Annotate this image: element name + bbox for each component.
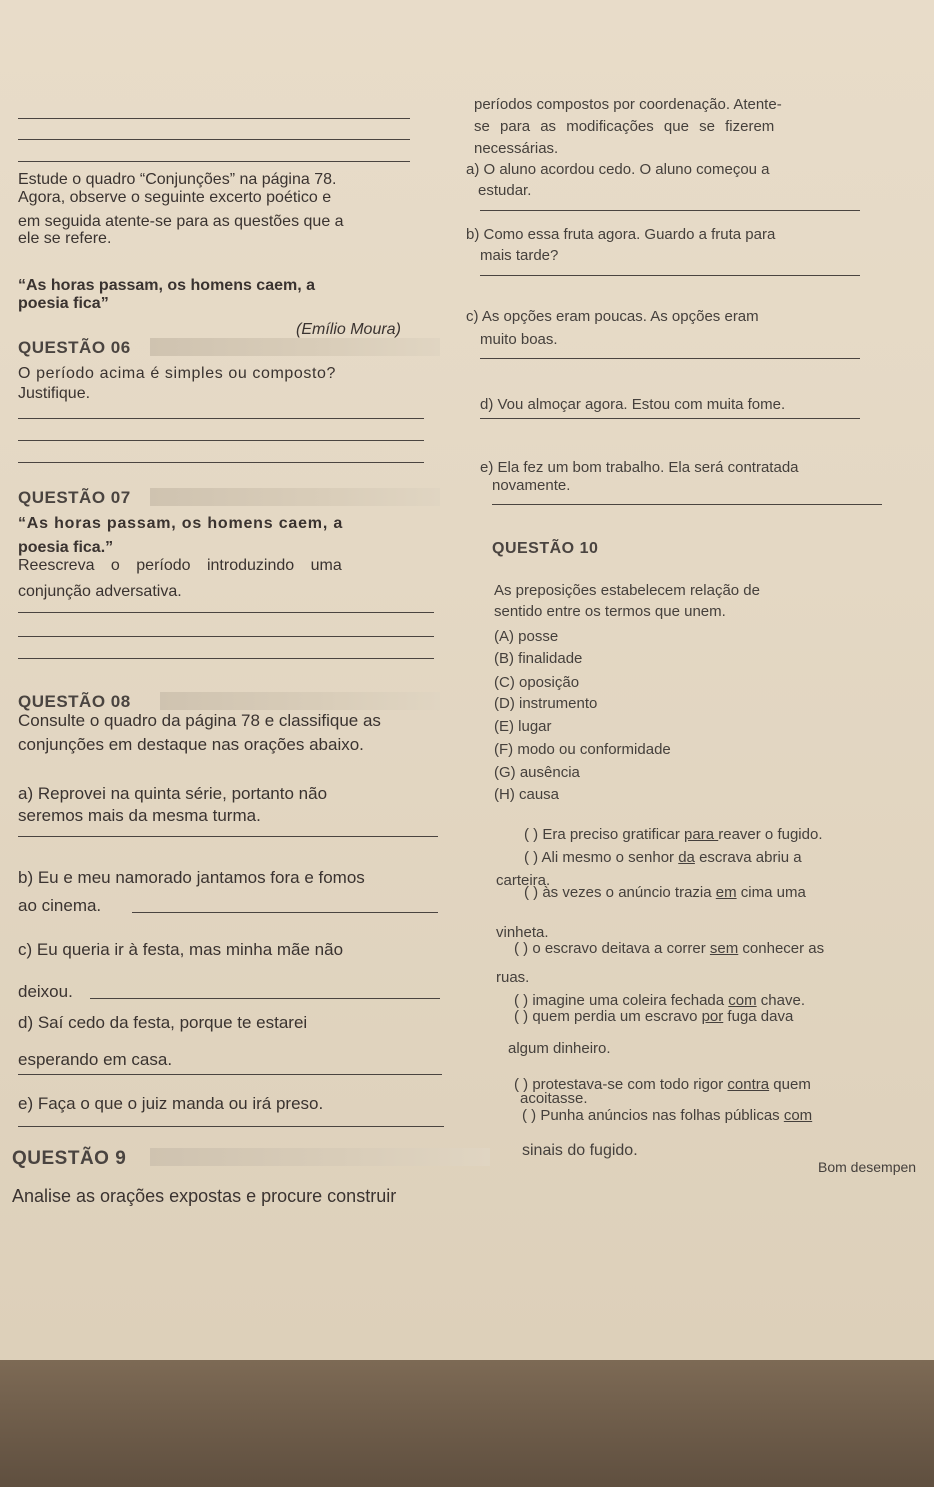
answer-line (18, 161, 410, 162)
poem-quote: “As horas passam, os homens caem, a (18, 277, 316, 294)
q08-item-d: esperando em casa. (18, 1050, 173, 1069)
answer-line (18, 658, 434, 659)
q10-sentence: ( ) Punha anúncios nas folhas públicas com (522, 1107, 813, 1124)
q09-item-b: mais tarde? (480, 247, 559, 264)
q09-item-c: muito boas. (480, 331, 558, 348)
poem-quote: poesia fica” (18, 295, 109, 312)
answer-line (18, 612, 434, 613)
q09-item-e: e) Ela fez um bom trabalho. Ela será contratada (480, 459, 799, 476)
answer-line (18, 118, 410, 119)
q08-text: Consulte o quadro da página 78 e classifique as (18, 711, 381, 730)
q09-item-e: novamente. (492, 477, 571, 494)
answer-line (18, 1074, 442, 1075)
section-bar (160, 692, 440, 710)
intro-line: Agora, observe o seguinte excerto poético e (18, 189, 332, 206)
q10-sentence: algum dinheiro. (508, 1040, 611, 1057)
answer-line (90, 998, 440, 999)
q10-option: (D) instrumento (494, 695, 598, 712)
q09-item-b: b) Como essa fruta agora. Guardo a fruta para (466, 226, 776, 243)
q09-item-d: d) Vou almoçar agora. Estou com muita fome. (480, 396, 786, 413)
intro-line: Estude o quadro “Conjunções” na página 78. (18, 171, 337, 188)
closing-message: Bom desempen (818, 1159, 917, 1175)
q07-quote: “As horas passam, os homens caem, a (18, 515, 344, 532)
q09-text: Analise as orações expostas e procure construir (12, 1186, 397, 1206)
q06-text: O período acima é simples ou composto? (18, 365, 337, 382)
q08-item-e: e) Faça o que o juiz manda ou irá preso. (18, 1094, 324, 1113)
q10-sentence: ( ) às vezes o anúncio trazia em cima uma (524, 884, 806, 901)
answer-line (18, 836, 438, 837)
question-06-title: QUESTÃO 06 (18, 338, 131, 357)
q08-item-c: deixou. (18, 982, 73, 1001)
answer-line (18, 1126, 444, 1127)
q08-item-c: c) Eu queria ir à festa, mas minha mãe não (18, 940, 344, 959)
q10-sentence: ( ) o escravo deitava a correr sem conhecer as (514, 940, 825, 957)
q08-item-b: ao cinema. (18, 896, 102, 915)
answer-line (18, 462, 424, 463)
answer-line (480, 358, 860, 359)
poem-author: (Emílio Moura) (296, 321, 401, 338)
q10-sentence: ( ) Era preciso gratificar para reaver o fugido. (524, 826, 823, 843)
q10-text: sentido entre os termos que unem. (494, 603, 726, 620)
q10-sentence: ( ) imagine uma coleira fechada com chave. (514, 992, 805, 1009)
q08-text: conjunções em destaque nas orações abaixo. (18, 735, 364, 754)
answer-line (18, 418, 424, 419)
q08-item-d: d) Saí cedo da festa, porque te estarei (18, 1013, 308, 1032)
q10-option: (A) posse (494, 628, 559, 645)
answer-line (480, 210, 860, 211)
section-bar (150, 338, 440, 356)
q10-option: (B) finalidade (494, 650, 583, 667)
intro-line: em seguida atente-se para as questões que a (18, 213, 344, 230)
answer-line (480, 418, 860, 419)
q10-sentence: vinheta. (496, 924, 549, 941)
intro-line: ele se refere. (18, 230, 112, 247)
q09-continuation: períodos compostos por coordenação. Atente- (474, 96, 782, 113)
q09-item-a: estudar. (478, 182, 532, 199)
question-07-title: QUESTÃO 07 (18, 488, 131, 507)
q08-item-a: a) Reprovei na quinta série, portanto não (18, 784, 328, 803)
q10-option: (G) ausência (494, 764, 580, 781)
q07-quote: poesia fica.” (18, 539, 114, 556)
q10-text: As preposições estabelecem relação de (494, 582, 760, 599)
section-bar (150, 1148, 490, 1166)
answer-line (18, 440, 424, 441)
section-bar (150, 488, 440, 506)
q07-text: conjunção adversativa. (18, 583, 182, 600)
q10-sentence: sinais do fugido. (522, 1142, 638, 1159)
q10-option: (E) lugar (494, 718, 552, 735)
q10-option: (F) modo ou conformidade (494, 741, 671, 758)
q09-continuation: necessárias. (474, 140, 559, 157)
q09-continuation: se para as modificações que se fizerem (474, 118, 775, 135)
question-08-title: QUESTÃO 08 (18, 692, 131, 711)
answer-line (132, 912, 438, 913)
q09-item-c: c) As opções eram poucas. As opções eram (466, 308, 759, 325)
answer-line (480, 275, 860, 276)
q10-sentence: acoitasse. (520, 1090, 588, 1107)
q10-option: (C) oposição (494, 674, 580, 691)
answer-line (18, 636, 434, 637)
q10-sentence: ( ) quem perdia um escravo por fuga dava (514, 1008, 794, 1025)
background-floor (0, 1360, 934, 1487)
q08-item-a: seremos mais da mesma turma. (18, 806, 261, 825)
answer-line (492, 504, 882, 505)
answer-line (18, 139, 410, 140)
question-09-title: QUESTÃO 9 (12, 1148, 127, 1169)
q06-text: Justifique. (18, 385, 91, 402)
q10-sentence: ( ) Ali mesmo o senhor da escrava abriu a (524, 849, 802, 866)
q10-sentence: carteira. (496, 872, 551, 889)
q10-sentence: ruas. (496, 969, 530, 986)
q08-item-b: b) Eu e meu namorado jantamos fora e fomos (18, 868, 365, 887)
q09-item-a: a) O aluno acordou cedo. O aluno começou a (466, 161, 770, 178)
question-10-title: QUESTÃO 10 (492, 540, 599, 557)
q10-option: (H) causa (494, 786, 560, 803)
q07-text: Reescreva o período introduzindo uma (18, 557, 342, 574)
q10-sentence: ( ) protestava-se com todo rigor contra quem (514, 1076, 811, 1093)
